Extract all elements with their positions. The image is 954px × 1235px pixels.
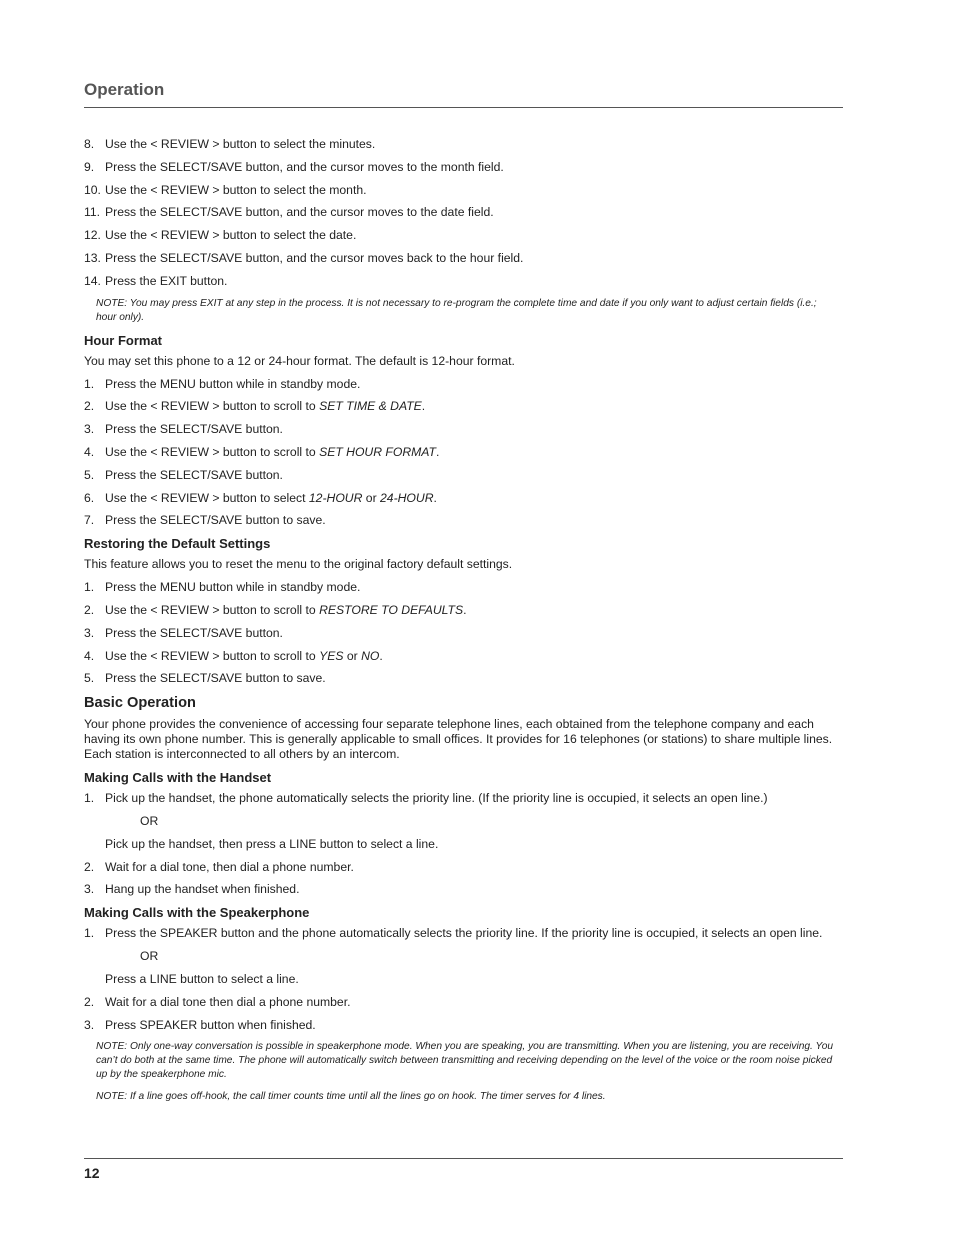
list-item: 13. Press the SELECT/SAVE button, and the cursor moves back to the hour field. [84, 250, 524, 265]
handset-heading: Making Calls with the Handset [84, 769, 272, 785]
list-item: 2. Use the < REVIEW > button to scroll to SET TIME & DATE. [84, 399, 426, 414]
list-item: 4. Use the < REVIEW > button to scroll to SET HOUR FORMAT. [84, 444, 440, 459]
list-item: 14. Press the EXIT button. [84, 273, 228, 288]
list-item: 11. Press the SELECT/SAVE button, and the cursor moves to the date field. [84, 205, 494, 220]
list-item: 4. Use the < REVIEW > button to scroll to YES or NO. [84, 648, 383, 663]
footer-rule [84, 1158, 843, 1159]
list-item: 1. Pick up the handset, the phone automatically selects the priority line. (If the priority line is occupied, it selects an open line.) [84, 791, 768, 806]
list-item-continued: Press a LINE button to select a line. [105, 971, 299, 986]
note-exit: NOTE: You may press EXIT at any step in the process. It is not necessary to re-program the complete time and date if you only want to adjust certain fields (i.e.; hour only). [96, 297, 817, 323]
list-item: 2. Wait for a dial tone then dial a phone number. [84, 994, 351, 1009]
page-content [84, 137, 844, 1112]
list-item: 2. Wait for a dial tone, then dial a phone number. [84, 859, 354, 874]
restore-intro: This feature allows you to reset the menu to the original factory default settings. [84, 557, 513, 572]
hour-format-heading: Hour Format [84, 332, 162, 348]
list-item: 10. Use the < REVIEW > button to select the month. [84, 182, 367, 197]
list-item: 5. Press the SELECT/SAVE button to save. [84, 671, 326, 686]
or-separator: OR [140, 813, 159, 828]
page-section-title: Operation [84, 80, 165, 99]
basic-operation-intro: Your phone provides the convenience of accessing four separate telephone lines, each obtained from the telephone company and each having its own phone number. This is generally applicable to small offices. It provides for 16 telephones (or stations) to share multiple lines. Each station is interconnected to all others by an intercom. [84, 716, 833, 762]
list-item: 12. Use the < REVIEW > button to select the date. [84, 228, 357, 243]
list-item: 3. Press SPEAKER button when finished. [84, 1017, 316, 1032]
header-rule [84, 107, 843, 108]
basic-operation-heading: Basic Operation [84, 694, 196, 711]
list-item: 3. Hang up the handset when finished. [84, 882, 300, 897]
list-item: 3. Press the SELECT/SAVE button. [84, 625, 283, 640]
list-item: 1. Press the SPEAKER button and the phone automatically selects the priority line. If the priority line is occupied, it selects an open line. [84, 926, 823, 941]
restore-heading: Restoring the Default Settings [84, 536, 271, 552]
list-item: 9. Press the SELECT/SAVE button, and the cursor moves to the month field. [84, 159, 504, 174]
list-item-continued: Pick up the handset, then press a LINE button to select a line. [105, 836, 439, 851]
list-item: 3. Press the SELECT/SAVE button. [84, 422, 283, 437]
list-item: 6. Use the < REVIEW > button to select 12-HOUR or 24-HOUR. [84, 490, 437, 505]
list-item: 7. Press the SELECT/SAVE button to save. [84, 513, 326, 528]
speakerphone-heading: Making Calls with the Speakerphone [84, 905, 310, 921]
list-item: 8. Use the < REVIEW > button to select the minutes. [84, 137, 376, 151]
list-item: 2. Use the < REVIEW > button to scroll to RESTORE TO DEFAULTS. [84, 602, 467, 617]
list-item: 1. Press the MENU button while in standby mode. [84, 580, 361, 595]
note-call-timer: NOTE: If a line goes off-hook, the call timer counts time until all the lines go on hook. The timer serves for 4 lines. [96, 1091, 606, 1103]
hour-format-intro: You may set this phone to a 12 or 24-hour format. The default is 12-hour format. [84, 353, 515, 368]
or-separator: OR [140, 949, 159, 964]
list-item: 5. Press the SELECT/SAVE button. [84, 467, 283, 482]
page-number: 12 [84, 1165, 100, 1181]
list-item: 1. Press the MENU button while in standby mode. [84, 376, 361, 391]
note-speakerphone: NOTE: Only one-way conversation is possible in speakerphone mode. When you are speaking, you are transmitting. When you are listening, you are receiving. You can’t do both at the same time. The phone will automatically switch between transmitting and receiving depending on the level of the voice or the room noise picked up by the speakerphone mic. [96, 1041, 834, 1081]
